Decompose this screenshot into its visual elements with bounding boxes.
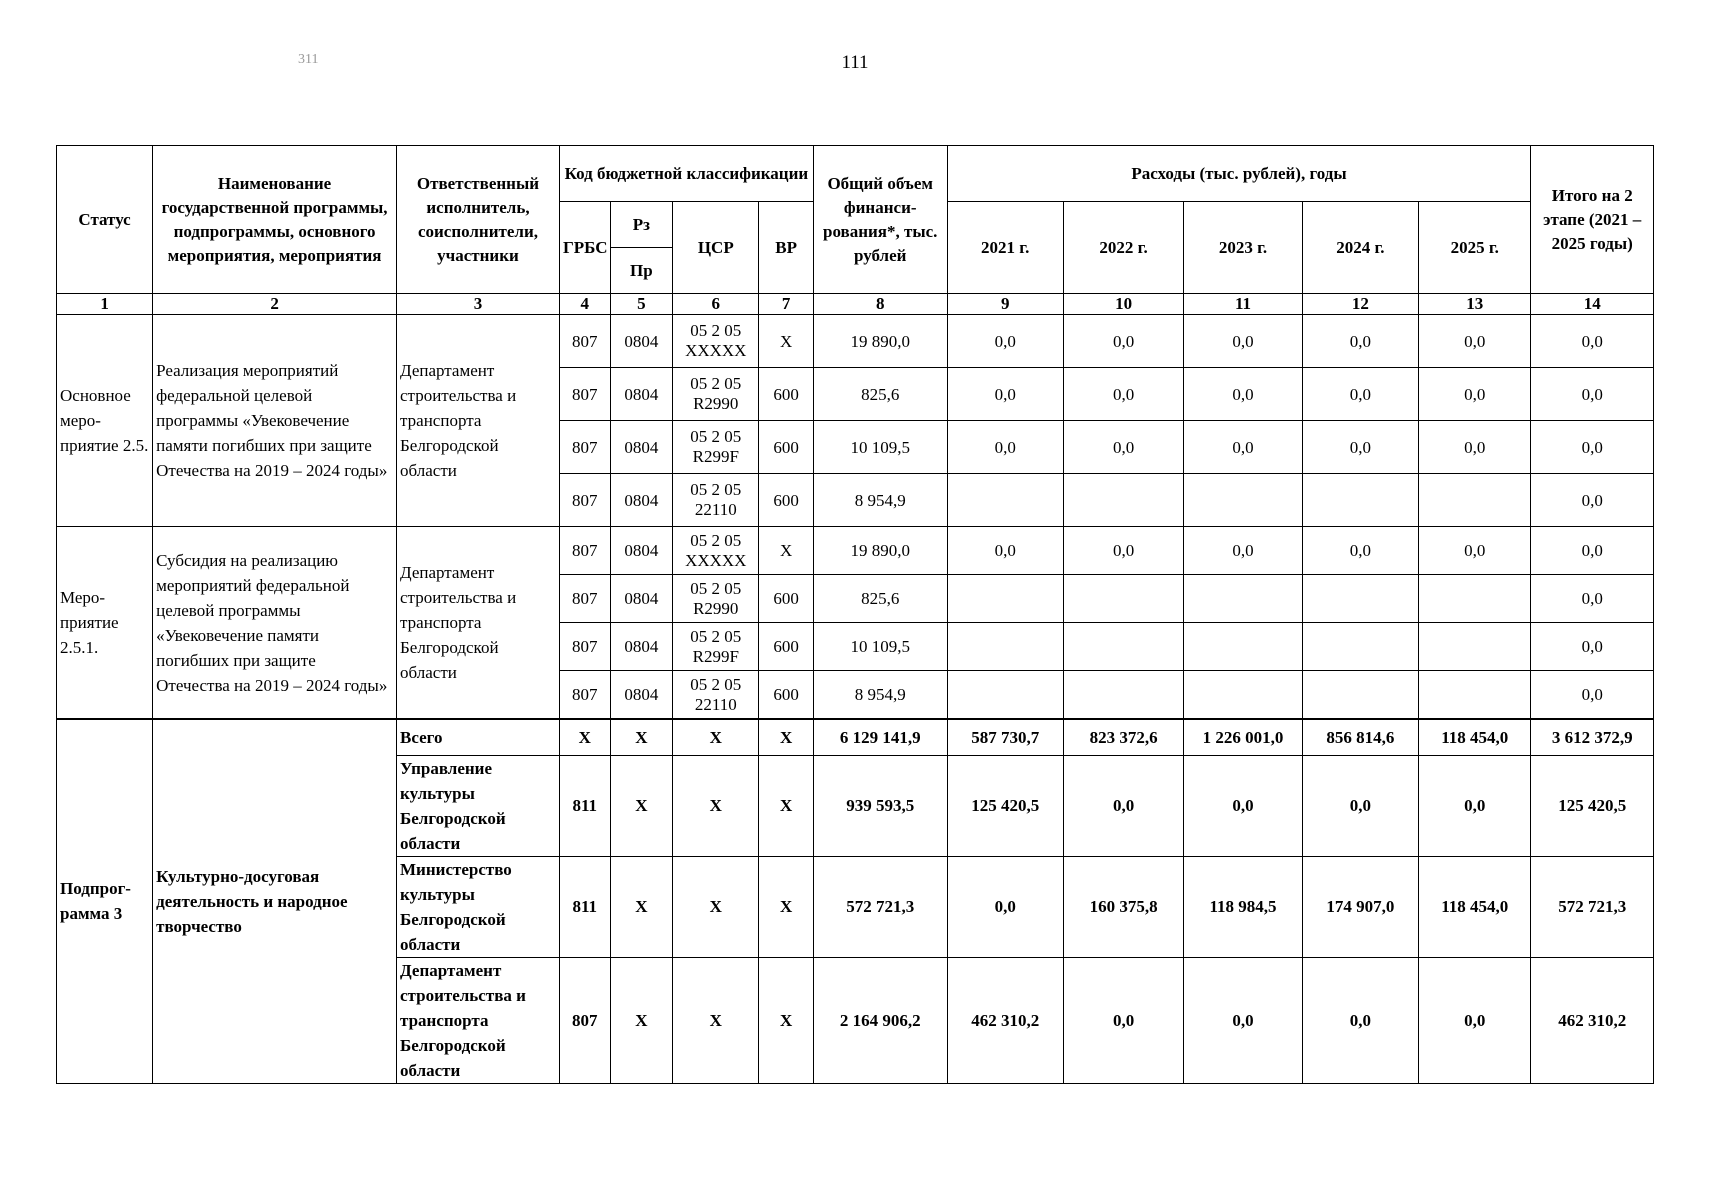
csr-cell: X — [673, 719, 759, 755]
grbs-cell: 807 — [559, 575, 610, 623]
year-2022-cell: 0,0 — [1063, 755, 1183, 856]
year-2023-cell: 1 226 001,0 — [1184, 719, 1302, 755]
year-2022-cell — [1063, 623, 1183, 671]
sum-cell: 125 420,5 — [1531, 755, 1654, 856]
program-name-cell: Культурно-досуговая деятельность и народное творчество — [153, 719, 397, 1083]
vr-cell: X — [759, 315, 814, 368]
column-number: 2 — [153, 294, 397, 315]
responsible-cell: Департамент строительства и транспорта Белгородской области — [397, 527, 560, 720]
column-number: 10 — [1063, 294, 1183, 315]
csr-cell — [673, 315, 759, 368]
year-2024-cell — [1302, 474, 1418, 527]
total-cell: 10 109,5 — [813, 421, 947, 474]
budget-table — [56, 145, 1654, 1084]
year-2021-cell: 125 420,5 — [947, 755, 1063, 856]
year-2024-cell — [1302, 671, 1418, 720]
year-2025-cell — [1419, 474, 1531, 527]
csr-cell — [673, 623, 759, 671]
year-2021-cell: 587 730,7 — [947, 719, 1063, 755]
csr-part: 22110 — [694, 694, 737, 714]
program-name-cell: Реализация мероприятий федеральной целевой программы «Увековечение памяти погибших при защите Отечества на 2019 – 2024 годы» — [153, 315, 397, 527]
column-number: 13 — [1419, 294, 1531, 315]
rzpr-cell: 0804 — [610, 474, 673, 527]
year-2022-cell: 0,0 — [1063, 957, 1183, 1083]
vr-cell: 600 — [759, 623, 814, 671]
program-name-cell: Субсидия на реализацию мероприятий федеральной целевой программы «Увековечение памяти погибших при защите Отечества на 2019 – 2024 годы» — [153, 527, 397, 720]
rzpr-cell: 0804 — [610, 368, 673, 421]
rzpr-cell: 0804 — [610, 575, 673, 623]
scan-mark: 311 — [298, 52, 319, 67]
responsible-cell: Департамент строительства и транспорта Белгородской области — [397, 957, 560, 1083]
csr-part: R2990 — [693, 394, 739, 413]
year-2021-cell — [947, 575, 1063, 623]
header-year-2025: 2025 г. — [1419, 202, 1531, 294]
csr-part: 05 2 05 — [690, 626, 742, 646]
total-cell: 572 721,3 — [813, 856, 947, 957]
csr-cell — [673, 671, 759, 720]
sum-cell: 0,0 — [1531, 315, 1654, 368]
csr-part: 05 2 05 — [690, 374, 742, 393]
csr-part: 05 2 05 — [690, 480, 742, 499]
status-cell: Подпрог-рамма 3 — [57, 719, 153, 1083]
sum-cell: 0,0 — [1531, 623, 1654, 671]
rzpr-cell: X — [610, 856, 673, 957]
column-number: 9 — [947, 294, 1063, 315]
year-2023-cell: 0,0 — [1184, 527, 1302, 575]
sum-cell: 0,0 — [1531, 575, 1654, 623]
year-2025-cell: 118 454,0 — [1419, 719, 1531, 755]
rzpr-cell: 0804 — [610, 527, 673, 575]
rzpr-cell: 0804 — [610, 623, 673, 671]
vr-cell: 600 — [759, 575, 814, 623]
year-2025-cell: 0,0 — [1419, 315, 1531, 368]
rzpr-cell: X — [610, 719, 673, 755]
header-year-2024: 2024 г. — [1302, 202, 1418, 294]
year-2022-cell — [1063, 671, 1183, 720]
csr-cell — [673, 575, 759, 623]
csr-cell: X — [673, 957, 759, 1083]
column-number: 7 — [759, 294, 814, 315]
year-2021-cell: 0,0 — [947, 856, 1063, 957]
year-2021-cell: 0,0 — [947, 368, 1063, 421]
year-2021-cell — [947, 671, 1063, 720]
grbs-cell: 807 — [559, 671, 610, 720]
year-2024-cell: 0,0 — [1302, 315, 1418, 368]
header-year-2021: 2021 г. — [947, 202, 1063, 294]
year-2025-cell: 118 454,0 — [1419, 856, 1531, 957]
grbs-cell: 807 — [559, 474, 610, 527]
header-year-2023: 2023 г. — [1184, 202, 1302, 294]
vr-cell: X — [759, 527, 814, 575]
year-2023-cell: 0,0 — [1184, 421, 1302, 474]
grbs-cell: 811 — [559, 856, 610, 957]
vr-cell: 600 — [759, 368, 814, 421]
year-2024-cell: 0,0 — [1302, 368, 1418, 421]
total-cell: 8 954,9 — [813, 474, 947, 527]
header-total-stage: Итого на 2 этапе (2021 – 2025 годы) — [1531, 146, 1654, 294]
year-2021-cell: 462 310,2 — [947, 957, 1063, 1083]
year-2021-cell — [947, 474, 1063, 527]
total-cell: 2 164 906,2 — [813, 957, 947, 1083]
year-2025-cell: 0,0 — [1419, 527, 1531, 575]
year-2025-cell: 0,0 — [1419, 368, 1531, 421]
year-2024-cell: 0,0 — [1302, 421, 1418, 474]
grbs-cell: 807 — [559, 368, 610, 421]
grbs-cell: 807 — [559, 421, 610, 474]
year-2021-cell — [947, 623, 1063, 671]
grbs-cell: X — [559, 719, 610, 755]
year-2021-cell: 0,0 — [947, 527, 1063, 575]
header-rz: Рз — [610, 202, 673, 248]
sum-cell: 3 612 372,9 — [1531, 719, 1654, 755]
header-budget-code: Код бюджетной классификации — [559, 146, 813, 202]
year-2025-cell: 0,0 — [1419, 421, 1531, 474]
sum-cell: 0,0 — [1531, 421, 1654, 474]
vr-cell: X — [759, 957, 814, 1083]
year-2022-cell: 0,0 — [1063, 315, 1183, 368]
column-number: 11 — [1184, 294, 1302, 315]
csr-cell: X — [673, 755, 759, 856]
year-2025-cell — [1419, 623, 1531, 671]
vr-cell: 600 — [759, 474, 814, 527]
responsible-cell: Министерство культуры Белгородской области — [397, 856, 560, 957]
rzpr-cell: X — [610, 957, 673, 1083]
vr-cell: 600 — [759, 421, 814, 474]
column-number: 8 — [813, 294, 947, 315]
total-cell: 19 890,0 — [813, 315, 947, 368]
year-2023-cell: 0,0 — [1184, 315, 1302, 368]
year-2024-cell — [1302, 623, 1418, 671]
sum-cell: 0,0 — [1531, 368, 1654, 421]
grbs-cell: 807 — [559, 623, 610, 671]
total-cell: 825,6 — [813, 575, 947, 623]
table-row — [57, 315, 1654, 368]
table-row — [57, 527, 1654, 575]
year-2021-cell: 0,0 — [947, 315, 1063, 368]
rzpr-cell: 0804 — [610, 671, 673, 720]
csr-part: XXXXX — [685, 550, 747, 570]
status-cell: Меро-приятие 2.5.1. — [57, 527, 153, 720]
csr-part: 05 2 05 — [690, 578, 742, 598]
year-2023-cell: 118 984,5 — [1184, 856, 1302, 957]
total-cell: 10 109,5 — [813, 623, 947, 671]
year-2021-cell: 0,0 — [947, 421, 1063, 474]
csr-part: 05 2 05 — [690, 674, 742, 694]
csr-cell — [673, 527, 759, 575]
year-2023-cell: 0,0 — [1184, 957, 1302, 1083]
vr-cell: X — [759, 856, 814, 957]
header-total-volume: Общий объем финанси-рования*, тыс. рублей — [813, 146, 947, 294]
csr-cell — [673, 474, 759, 527]
year-2025-cell — [1419, 575, 1531, 623]
page-number: 111 — [841, 52, 869, 73]
csr-part: 05 2 05 — [690, 427, 742, 446]
vr-cell: 600 — [759, 671, 814, 720]
year-2025-cell: 0,0 — [1419, 755, 1531, 856]
header-status: Статус — [57, 146, 153, 294]
csr-part: XXXXX — [685, 341, 747, 360]
column-number: 4 — [559, 294, 610, 315]
grbs-cell: 807 — [559, 315, 610, 368]
column-number: 5 — [610, 294, 673, 315]
header-responsible: Ответственный исполнитель, соисполнители, участники — [397, 146, 560, 294]
year-2022-cell: 823 372,6 — [1063, 719, 1183, 755]
year-2023-cell — [1184, 575, 1302, 623]
sum-cell: 572 721,3 — [1531, 856, 1654, 957]
grbs-cell: 807 — [559, 527, 610, 575]
header-name: Наименование государственной программы, подпрограммы, основного мероприятия, мероприятия — [153, 146, 397, 294]
csr-cell — [673, 368, 759, 421]
responsible-cell: Департамент строительства и транспорта Белгородской области — [397, 315, 560, 527]
sum-cell: 0,0 — [1531, 527, 1654, 575]
total-cell: 19 890,0 — [813, 527, 947, 575]
year-2022-cell: 160 375,8 — [1063, 856, 1183, 957]
year-2023-cell — [1184, 671, 1302, 720]
header-grbs: ГРБС — [559, 202, 610, 294]
csr-part: R299F — [692, 447, 739, 466]
csr-part: 05 2 05 — [690, 321, 742, 340]
csr-cell: X — [673, 856, 759, 957]
sum-cell: 0,0 — [1531, 671, 1654, 720]
column-number: 1 — [57, 294, 153, 315]
header-expenses: Расходы (тыс. рублей), годы — [947, 146, 1531, 202]
year-2022-cell: 0,0 — [1063, 421, 1183, 474]
total-cell: 8 954,9 — [813, 671, 947, 720]
year-2023-cell — [1184, 474, 1302, 527]
total-cell: 825,6 — [813, 368, 947, 421]
year-2022-cell — [1063, 575, 1183, 623]
header-vr: ВР — [759, 202, 814, 294]
rzpr-cell: 0804 — [610, 421, 673, 474]
total-cell: 6 129 141,9 — [813, 719, 947, 755]
csr-cell — [673, 421, 759, 474]
year-2025-cell: 0,0 — [1419, 957, 1531, 1083]
vr-cell: X — [759, 755, 814, 856]
grbs-cell: 807 — [559, 957, 610, 1083]
year-2023-cell: 0,0 — [1184, 368, 1302, 421]
year-2024-cell: 856 814,6 — [1302, 719, 1418, 755]
column-number: 6 — [673, 294, 759, 315]
responsible-cell: Всего — [397, 719, 560, 755]
year-2022-cell — [1063, 474, 1183, 527]
year-2024-cell — [1302, 575, 1418, 623]
total-cell: 939 593,5 — [813, 755, 947, 856]
year-2022-cell: 0,0 — [1063, 368, 1183, 421]
year-2024-cell: 174 907,0 — [1302, 856, 1418, 957]
header-year-2022: 2022 г. — [1063, 202, 1183, 294]
year-2024-cell: 0,0 — [1302, 755, 1418, 856]
column-number: 14 — [1531, 294, 1654, 315]
sum-cell: 0,0 — [1531, 474, 1654, 527]
year-2023-cell: 0,0 — [1184, 755, 1302, 856]
csr-part: R299F — [692, 646, 739, 666]
responsible-cell: Управление культуры Белгородской области — [397, 755, 560, 856]
csr-part: R2990 — [693, 598, 739, 618]
year-2025-cell — [1419, 671, 1531, 720]
table-row — [57, 719, 1654, 755]
rzpr-cell: 0804 — [610, 315, 673, 368]
csr-part: 05 2 05 — [690, 530, 742, 550]
sum-cell: 462 310,2 — [1531, 957, 1654, 1083]
column-number: 3 — [397, 294, 560, 315]
vr-cell: X — [759, 719, 814, 755]
header-pr: Пр — [610, 248, 673, 294]
column-number: 12 — [1302, 294, 1418, 315]
year-2023-cell — [1184, 623, 1302, 671]
csr-part: 22110 — [694, 500, 737, 519]
year-2024-cell: 0,0 — [1302, 527, 1418, 575]
grbs-cell: 811 — [559, 755, 610, 856]
year-2024-cell: 0,0 — [1302, 957, 1418, 1083]
year-2022-cell: 0,0 — [1063, 527, 1183, 575]
rzpr-cell: X — [610, 755, 673, 856]
header-csr: ЦСР — [673, 202, 759, 294]
status-cell: Основное меро-приятие 2.5. — [57, 315, 153, 527]
